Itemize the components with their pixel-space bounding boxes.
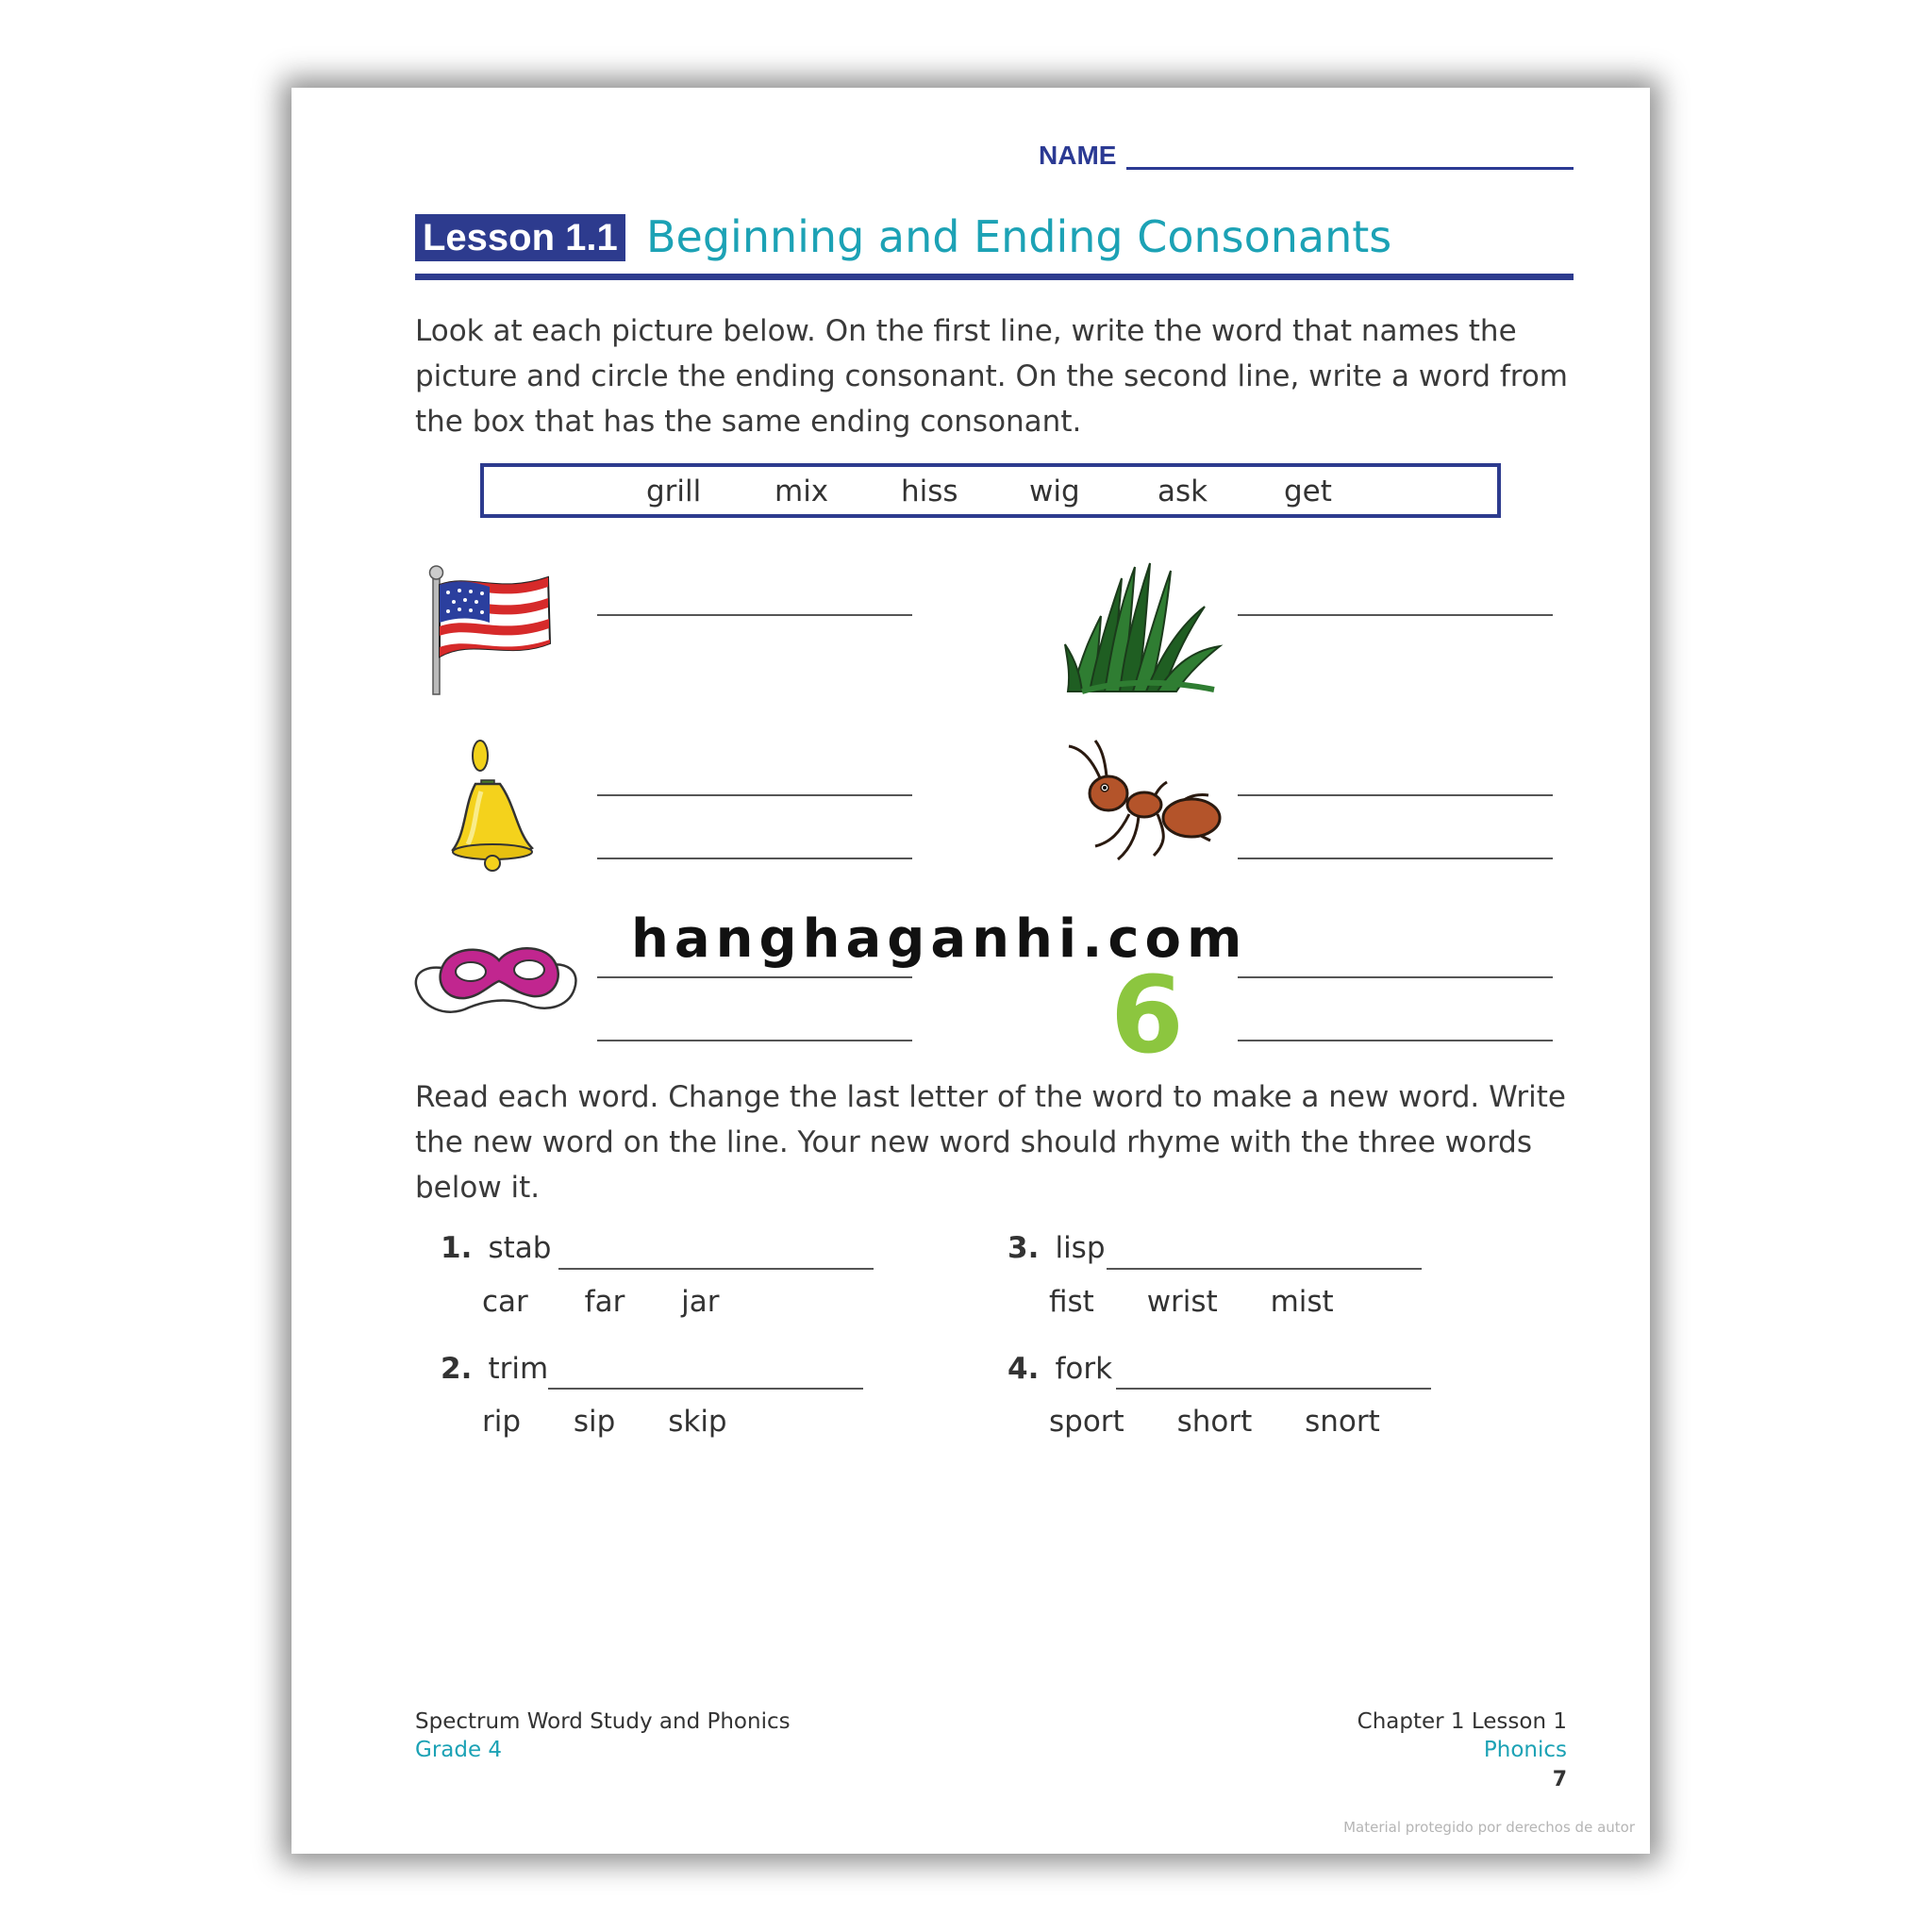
- flag-icon: [424, 564, 565, 696]
- exercise-number: 2.: [441, 1352, 473, 1386]
- lesson-title: Beginning and Ending Consonants: [646, 211, 1392, 262]
- lesson-badge: Lesson 1.1: [415, 214, 625, 261]
- word-box-item: mix: [774, 475, 829, 508]
- ant-word-line[interactable]: [1238, 794, 1553, 796]
- rhyme-word: wrist: [1146, 1285, 1218, 1319]
- exercise-2-rhymes: [482, 1405, 727, 1439]
- exercise-word: lisp: [1055, 1231, 1106, 1265]
- exercise-4: [1008, 1352, 1112, 1386]
- six-word-line[interactable]: [1238, 976, 1553, 978]
- rhyme-word: jar: [681, 1285, 720, 1319]
- footer-grade: Grade 4: [415, 1738, 503, 1762]
- mask-word-line[interactable]: [597, 976, 912, 978]
- copyright-notice: Material protegido por derechos de autor: [1343, 1819, 1635, 1836]
- bell-icon: [447, 739, 541, 875]
- exercise-number: 4.: [1008, 1352, 1040, 1386]
- rhyme-word: far: [584, 1285, 625, 1319]
- exercise-1-rhymes: [482, 1285, 720, 1319]
- rhyme-word: snort: [1305, 1405, 1380, 1439]
- exercise-3-answer-line[interactable]: [1107, 1268, 1422, 1270]
- exercise-word: trim: [488, 1352, 549, 1386]
- exercise-word: fork: [1055, 1352, 1113, 1386]
- exercise-1: [441, 1231, 551, 1265]
- bell-word-line[interactable]: [597, 794, 912, 796]
- rhyme-word: fist: [1049, 1285, 1094, 1319]
- ant-icon: [1063, 739, 1224, 866]
- part1-instructions: Look at each picture below. On the first line, write the word that names the picture and circle the ending consonant. On the second line, write a word from the box that has the same ending consonant.: [415, 314, 1568, 439]
- word-box-item: ask: [1158, 475, 1208, 508]
- exercise-number: 1.: [441, 1231, 473, 1265]
- six-box-word-line[interactable]: [1238, 1040, 1553, 1041]
- page-number: 7: [1552, 1768, 1567, 1791]
- rhyme-word: skip: [668, 1405, 727, 1439]
- ant-box-word-line[interactable]: [1238, 858, 1553, 859]
- rhyme-word: sip: [573, 1405, 616, 1439]
- name-label: NAME: [1039, 141, 1117, 170]
- title-rule: [415, 274, 1574, 280]
- exercise-2: [441, 1352, 548, 1386]
- footer-chapter: Chapter 1 Lesson 1: [1357, 1709, 1567, 1734]
- exercise-word: stab: [488, 1231, 552, 1265]
- exercise-4-answer-line[interactable]: [1116, 1388, 1431, 1390]
- exercise-4-rhymes: [1049, 1405, 1380, 1439]
- rhyme-word: mist: [1270, 1285, 1334, 1319]
- rhyme-word: rip: [482, 1405, 522, 1439]
- worksheet-page: [291, 88, 1650, 1854]
- rhyme-word: car: [482, 1285, 528, 1319]
- mask-icon: [412, 932, 582, 1026]
- flag-word-line[interactable]: [597, 614, 912, 616]
- six-numeral: 6: [1110, 955, 1184, 1077]
- rhyme-word: sport: [1049, 1405, 1124, 1439]
- exercise-number: 3.: [1008, 1231, 1040, 1265]
- footer-right: [1357, 1707, 1567, 1764]
- part2-instructions: Read each word. Change the last letter of the word to make a new word. Write the new word on the line. Your new word should rhyme with the three words below it.: [415, 1080, 1566, 1205]
- watermark-text: hanghaganhi.com: [631, 908, 1248, 970]
- footer-left: [415, 1707, 791, 1764]
- word-box: [480, 463, 1501, 518]
- footer-subject: Phonics: [1483, 1738, 1567, 1762]
- exercise-2-answer-line[interactable]: [548, 1388, 863, 1390]
- rhyme-word: short: [1176, 1405, 1253, 1439]
- grass-word-line[interactable]: [1238, 614, 1553, 616]
- word-box-item: wig: [1029, 475, 1080, 508]
- grass-icon: [1063, 559, 1224, 696]
- bell-box-word-line[interactable]: [597, 858, 912, 859]
- exercise-3-rhymes: [1049, 1285, 1334, 1319]
- word-box-item: get: [1284, 475, 1332, 508]
- exercise-1-answer-line[interactable]: [558, 1268, 874, 1270]
- name-write-line[interactable]: [1126, 167, 1574, 170]
- footer-book-title: Spectrum Word Study and Phonics: [415, 1709, 791, 1734]
- exercise-3: [1008, 1231, 1106, 1265]
- word-box-item: hiss: [901, 475, 958, 508]
- word-box-item: grill: [646, 475, 702, 508]
- mask-box-word-line[interactable]: [597, 1040, 912, 1041]
